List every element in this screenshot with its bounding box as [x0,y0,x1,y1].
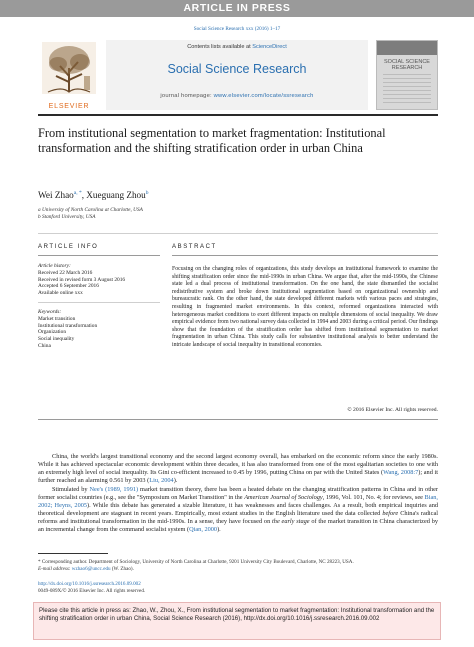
body-text-run: market transition theory, there has been a heated debate on the changing stratification patterns in China and in other former socialist countries (e.g., see the "Symposium on Market Transition" in the [38,486,438,501]
citation-link[interactable]: Wang, 2008:7 [383,468,419,476]
section-divider [38,233,438,234]
journal-header-box [106,40,368,110]
email-label: E-mail address: [38,566,71,572]
body-paragraph-2 [38,486,438,533]
citation-link[interactable]: Bian, 2002; Heyns, 2005 [38,493,438,509]
keywords-block [38,309,158,350]
doi-link[interactable]: http://dx.doi.org/10.1016/j.ssresearch.2016.09.002 [38,581,141,587]
keyword-item[interactable]: Market transition [38,315,76,322]
header-rule [38,114,438,116]
homepage-prefix: journal homepage: [160,93,212,99]
body-text-run: ). [173,476,178,484]
affiliation-a: a University of North Carolina at Charlotte, USA [38,207,143,213]
author-affiliation-marker[interactable]: a, * [73,190,82,196]
history-item: Available online xxx [38,290,83,297]
issn-line: 0049-089X/© 2016 Elsevier Inc. All rights reserved. [38,588,146,594]
history-item: Accepted 6 September 2016 [38,283,99,290]
keyword-item[interactable]: Institutional transformation [38,322,98,329]
journal-homepage [106,93,368,99]
history-label: Article history: [38,263,71,269]
article-history [38,263,158,297]
author-name[interactable]: Wei Zhao [38,190,74,201]
history-item: Received in revised form 3 August 2016 [38,276,126,283]
body-paragraph-1 [38,453,438,485]
body-text-run: ). While this debate has generated a sizable literature, it has weaknesses and faces challenges. As a result, both empirical inquiries and theoretical development are stagnant in recent years. Empirically, most extant studies in the English literature used the data collected [38,501,438,517]
abstract-heading: ABSTRACT [172,244,217,250]
body-text-run: Stimulated by [52,486,90,493]
citation-link[interactable]: Liu, 2004 [149,476,174,484]
contents-line [106,44,368,50]
journal-cover-thumbnail[interactable] [376,40,438,110]
publisher-name: ELSEVIER [48,103,90,110]
cover-pattern [383,73,431,103]
citation-link[interactable]: Qian, 2000 [189,525,218,533]
emphasis-text: before [382,509,399,517]
abstract-text: Focusing on the changing roles of organizations, this study develops an institutional framework to examine the shifting stratification order since the mid-1990s in urban China. We argue that, after the mid-1990s, the Chinese state led a dual process of institutional transformation. On the one hand, the state dismantled the socialist redistributive system and broke down institutional segmentation based on organizational ownership and bureaucratic rank. On the other hand, the state developed different markets with various paces and strategies, resulting in fragmented market environments. In this context, reformed organizations interacted with heterogeneous market conditions to exert different impacts on multiple dimensions of social inequality. We draw empirical evidence from two national survey data collected in 1994 and 2003 during a critical period. Our findings show that the foundation of the stratification order has shifted from institutional segmentation to market fragmentation in urban China. This study calls for substantive institutional analysis to better understand the intricate landscape of social inequality in transitional economies. [172,266,438,348]
cover-band [377,41,437,55]
abstract-copyright: © 2016 Elsevier Inc. All rights reserved. [347,407,438,413]
journal-masthead [38,40,438,110]
elsevier-logo[interactable] [38,40,100,110]
article-info-heading: ARTICLE INFO [38,244,99,250]
email-suffix: (W. Zhao). [111,566,134,572]
body-text-run: of the market transition in China characterized by an incremental change from the command socialist system ( [38,517,438,533]
keywords-label: Keywords: [38,309,62,315]
email-note [38,566,438,572]
sciencedirect-link[interactable]: ScienceDirect [252,44,287,50]
keyword-item[interactable]: Organization [38,329,67,336]
affiliation-b: b Stanford University, USA [38,214,96,220]
info-divider [38,302,160,303]
elsevier-tree-icon [42,42,96,94]
contents-prefix: Contents lists available at [187,44,251,50]
cover-title: SOCIAL SCIENCE RESEARCH [384,59,430,71]
citation-link[interactable]: Nee's (1989, 1991) [89,486,139,493]
footnote-rule [38,553,108,554]
homepage-link[interactable]: www.elsevier.com/locate/ssresearch [213,93,314,99]
journal-title: Social Science Research [167,62,307,76]
corresponding-author-note: * Corresponding author. Department of Sociology, University of North Carolina at Charlotte, 9201 University City Boulevard, Charlotte, NC 28223, USA. [38,559,354,565]
citation-notice[interactable]: Please cite this article in press as: Zhao, W., Zhou, X., From institutional segmentation to market fragmentation: Institutional transformation and the shifting stratification order in urban China, Social Science Research (2016), http://dx.doi.org/10.1016/j.ssresearch.2016.09.002 [33,602,441,640]
keyword-item[interactable]: Social inequality [38,336,75,343]
author-affiliation-marker[interactable]: b [145,190,149,196]
history-item: Received 22 March 2016 [38,269,93,276]
author-list: Wei Zhao$^{a, *}$, Xueguang Zhou$^b$ [38,190,149,201]
doi-line [38,581,438,587]
body-text-run: ); and it further reached an alarming 0.561 by 2003 ( [38,468,438,484]
article-title: From institutional segmentation to market fragmentation: Institutional transformation and the shifting stratification order in urban China [38,126,386,156]
body-text-run: China's radical reforms and institutional transformation in the mid-1990s. In a sense, they have focused on [38,509,438,525]
keyword-item[interactable]: China [38,342,51,349]
article-in-press-banner: ARTICLE IN PRESS [0,0,474,17]
abstract-bottom-rule [38,419,438,420]
journal-reference[interactable]: Social Science Research xxx (2016) 1–17 [193,26,281,32]
info-rule [38,255,160,256]
body-text-run: , 1996, Vol. 101, No. 4; for reviews, see [322,493,425,501]
author-name[interactable]: Xueguang Zhou [86,190,146,201]
abstract-rule [172,255,438,256]
email-link[interactable]: wzhao6@uncc.edu [71,566,111,572]
journal-name: American Journal of Sociology [244,493,323,501]
emphasis-text: the early stage [272,517,310,525]
body-text-run: ). [217,525,221,533]
body-text-run: China, the world's largest transitional economy and the second largest economy overall, has embarked on the economic reform since the early 1980s. While it has achieved spectacular economic development within three decades, it has also transformed from one of the most egalitarian societies to one with an extremely high level of social inequality. Its Gini co-efficient increased to 0.45 by 1996, putting China on par with the United States ( [38,453,438,476]
